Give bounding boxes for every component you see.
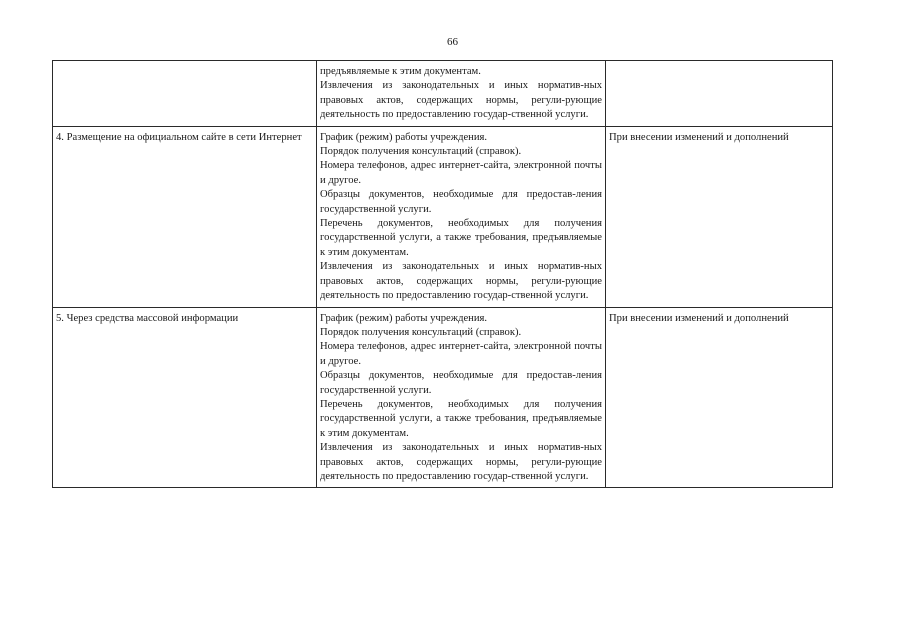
- when-cell: [606, 61, 833, 127]
- content-paragraph: Извлечения из законодательных и иных норматив-ных правовых актов, содержащих нормы, регули-рующие деятельность по предоставлению государ-ственной услуги.: [320, 261, 602, 302]
- page-number: 66: [447, 36, 458, 48]
- method-cell: [53, 126, 317, 307]
- content-paragraph: Образцы документов, необходимые для предостав-ления государственной услуги.: [320, 370, 602, 396]
- when-text: При внесении изменений и дополнений: [609, 131, 789, 143]
- when-cell: [606, 307, 833, 488]
- content-paragraph: Порядок получения консультаций (справок).: [320, 326, 522, 338]
- content-paragraph: Номера телефонов, адрес интернет-сайта, электронной почты и другое.: [320, 341, 602, 367]
- content-paragraph: График (режим) работы учреждения.: [320, 131, 488, 143]
- content-paragraph: Перечень документов, необходимых для получения государственной услуги, а также требования, предъявляемые к этим документам.: [320, 398, 602, 439]
- content-cell: [317, 61, 606, 127]
- content-paragraph: предъявляемые к этим документам.: [320, 66, 481, 77]
- content-paragraph: График (режим) работы учреждения.: [320, 312, 488, 324]
- when-text: При внесении изменений и дополнений: [609, 312, 789, 324]
- content-cell: [317, 307, 606, 488]
- content-paragraph: Перечень документов, необходимых для получения государственной услуги, а также требования, предъявляемые к этим документам.: [320, 218, 602, 258]
- method-text: 4. Размещение на официальном сайте в сети Интернет: [56, 131, 302, 143]
- table-row: [53, 61, 833, 127]
- content-paragraph: Извлечения из законодательных и иных норматив-ных правовых актов, содержащих нормы, регули-рующие деятельность по предоставлению государ-ственной услуги.: [320, 442, 602, 482]
- content-paragraph: Образцы документов, необходимые для предостав-ления государственной услуги.: [320, 189, 602, 215]
- content-paragraph: Номера телефонов, адрес интернет-сайта, электронной почты и другое.: [320, 160, 602, 186]
- when-cell: [606, 126, 833, 307]
- content-paragraph: Порядок получения консультаций (справок).: [320, 146, 522, 158]
- method-text: 5. Через средства массовой информации: [56, 312, 239, 324]
- content-paragraph: Извлечения из законодательных и иных норматив-ных правовых актов, содержащих нормы, регули-рующие деятельность по предоставлению государ-ственной услуги.: [320, 80, 602, 121]
- method-cell: [53, 61, 317, 127]
- method-cell: [53, 307, 317, 488]
- table-row: [53, 307, 833, 488]
- content-cell: [317, 126, 606, 307]
- table-row: [53, 126, 833, 307]
- info-methods-table: [52, 60, 833, 488]
